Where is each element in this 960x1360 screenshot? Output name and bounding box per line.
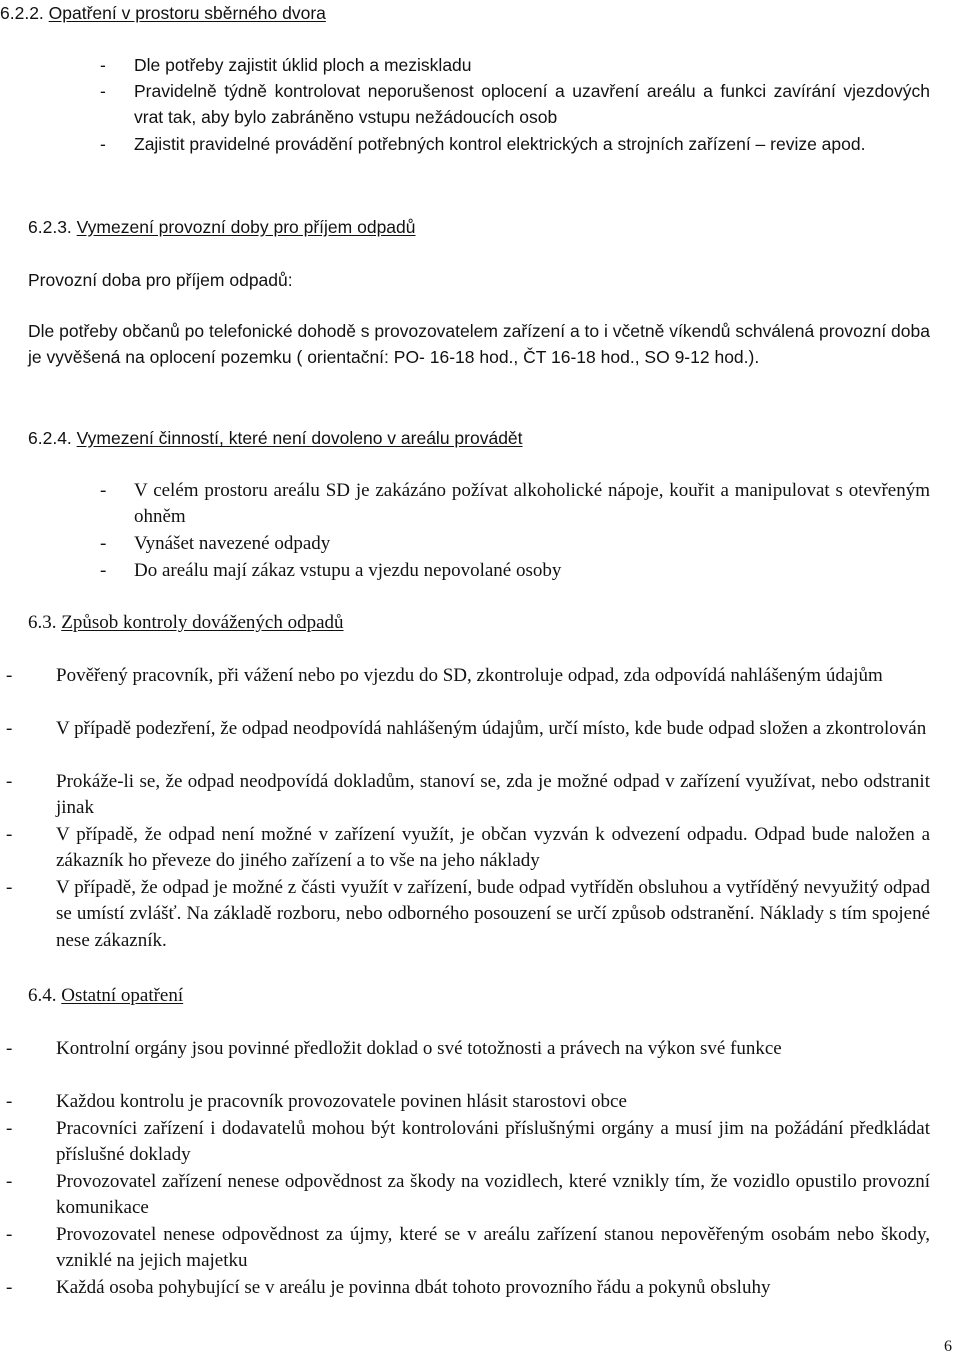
list-item: - Kontrolní orgány jsou povinné předložit doklad o své totožnosti a právech na výkon své funkce xyxy=(6,1036,930,1062)
list-item-text: Vynášet navezené odpady xyxy=(134,533,331,554)
section-heading-6-4 xyxy=(28,983,183,1009)
paragraph: Dle potřeby občanů po telefonické dohodě s provozovatelem zařízení a to i včetně víkendů schválená provozní doba je vyvěšená na oplocení pozemku ( orientační: PO- 16-18 hod., ČT 16-18 hod., SO 9-12 hod.). xyxy=(28,321,930,368)
list-item: - Dle potřeby zajistit úklid ploch a meziskladu xyxy=(100,52,930,78)
list-item-text: Pravidelně týdně kontrolovat neporušenost oplocení a uzavření areálu a funkci zavírání vjezdových vrat tak, aby bylo zabráněno vstupu nežádoucích osob xyxy=(134,81,930,128)
list-item: - Pracovníci zařízení i dodavatelů mohou být kontrolováni příslušnými orgány a musí jim na požádání předkládat příslušné doklady xyxy=(6,1116,930,1169)
list-item-text: V případě podezření, že odpad neodpovídá nahlášeným údajům, určí místo, kde bude odpad složen a zkontrolován xyxy=(56,718,927,739)
list-item-text: Pracovníci zařízení i dodavatelů mohou být kontrolováni příslušnými orgány a musí jim na požádání předkládat příslušné doklady xyxy=(56,1118,930,1166)
section-heading-6-2-3 xyxy=(28,214,416,240)
list-item-text: Každá osoba pohybující se v areálu je povinna dbát tohoto provozního řádu a pokynů obsluhy xyxy=(56,1277,771,1298)
list-item: - Zajistit pravidelné provádění potřebných kontrol elektrických a strojních zařízení – revize apod. xyxy=(100,131,930,157)
list-item: - Pověřený pracovník, při vážení nebo po vjezdu do SD, zkontroluje odpad, zda odpovídá nahlášeným údajům xyxy=(6,663,930,689)
section-title: Ostatní opatření xyxy=(61,985,184,1006)
list-item: - Prokáže-li se, že odpad neodpovídá dokladům, stanoví se, zda je možné odpad v zařízení využívat, nebo odstranit jinak xyxy=(6,769,930,822)
list-item: - V celém prostoru areálu SD je zakázáno požívat alkoholické nápoje, kouřit a manipulovat s otevřeným ohněm xyxy=(100,478,930,531)
section-number: 6.4. xyxy=(28,985,62,1006)
list-item: - Provozovatel nenese odpovědnost za újmy, které se v areálu zařízení stanou nepověřeným osobám nebo škody, vzniklé na jejich majetku xyxy=(6,1222,930,1275)
list-item-text: V případě, že odpad není možné v zařízení využít, je občan vyzván k odvezení odpadu. Odpad bude naložen a zákazník ho převeze do jiného zařízení a to vše na jeho náklady xyxy=(56,824,930,872)
section-heading-6-3 xyxy=(28,610,344,636)
list-item-text: Prokáže-li se, že odpad neodpovídá dokladům, stanoví se, zda je možné odpad v zařízení využívat, nebo odstranit jinak xyxy=(56,771,930,819)
list-item: - Pravidelně týdně kontrolovat neporušenost oplocení a uzavření areálu a funkci zavírání vjezdových vrat tak, aby bylo zabráněno vstupu nežádoucích osob xyxy=(100,78,930,131)
section-title: Způsob kontroly dovážených odpadů xyxy=(61,612,344,633)
page-number: 6 xyxy=(944,1338,952,1355)
section-number: 6.2.2. xyxy=(0,3,49,23)
list-item-text: Kontrolní orgány jsou povinné předložit doklad o své totožnosti a právech na výkon své funkce xyxy=(56,1038,782,1059)
list-item-text: Pověřený pracovník, při vážení nebo po vjezdu do SD, zkontroluje odpad, zda odpovídá nahlášeným údajům xyxy=(56,665,883,686)
list-item: - Každou kontrolu je pracovník provozovatele povinen hlásit starostovi obce xyxy=(6,1089,930,1115)
section-title: Vymezení provozní doby pro příjem odpadů xyxy=(76,217,416,237)
list-item-text: Do areálu mají zákaz vstupu a vjezdu nepovolané osoby xyxy=(134,560,562,581)
list-item-text: Provozovatel zařízení nenese odpovědnost za škody na vozidlech, které vznikly tím, že vozidlo opustilo provozní komunikace xyxy=(56,1171,930,1219)
list-item: - V případě podezření, že odpad neodpovídá nahlášeným údajům, určí místo, kde bude odpad složen a zkontrolován xyxy=(6,716,930,742)
section-heading-6-2-4 xyxy=(28,425,523,451)
list-item-text: Každou kontrolu je pracovník provozovatele povinen hlásit starostovi obce xyxy=(56,1091,627,1112)
section-number: 6.3. xyxy=(28,612,62,633)
list-item-text: Zajistit pravidelné provádění potřebných kontrol elektrických a strojních zařízení – revize apod. xyxy=(134,134,866,154)
list-item: - V případě, že odpad je možné z části využít v zařízení, bude odpad vytříděn obsluhou a vytříděný nevyužitý odpad se umístí zvlášť. Na základě rozboru, nebo odborného posouzení se určí způsob odstranění. Náklady s tím spojené nese zákazník. xyxy=(6,875,930,954)
list-item: - Provozovatel zařízení nenese odpovědnost za škody na vozidlech, které vznikly tím, že vozidlo opustilo provozní komunikace xyxy=(6,1169,930,1222)
list-item: - Vynášet navezené odpady xyxy=(100,531,930,557)
list-item-text: V případě, že odpad je možné z části využít v zařízení, bude odpad vytříděn obsluhou a vytříděný nevyužitý odpad se umístí zvlášť. Na základě rozboru, nebo odborného posouzení se určí způsob odstranění. Náklady s tím spojené nese zákazník. xyxy=(56,877,930,951)
list-item-text: V celém prostoru areálu SD je zakázáno požívat alkoholické nápoje, kouřit a manipulovat s otevřeným ohněm xyxy=(134,480,930,528)
section-number: 6.2.3. xyxy=(28,217,77,237)
section-number: 6.2.4. xyxy=(28,428,77,448)
list-item: - V případě, že odpad není možné v zařízení využít, je občan vyzván k odvezení odpadu. Odpad bude naložen a zákazník ho převeze do jiného zařízení a to vše na jeho náklady xyxy=(6,822,930,875)
list-item-text: Provozovatel nenese odpovědnost za újmy, které se v areálu zařízení stanou nepověřeným osobám nebo škody, vzniklé na jejich majetku xyxy=(56,1224,930,1272)
section-title: Vymezení činností, které není dovoleno v areálu provádět xyxy=(76,428,523,448)
section-title: Opatření v prostoru sběrného dvora xyxy=(48,3,326,23)
section-heading-6-2-2 xyxy=(0,0,326,26)
paragraph-label: Provozní doba pro příjem odpadů: xyxy=(28,270,293,290)
list-item: - Do areálu mají zákaz vstupu a vjezdu nepovolané osoby xyxy=(100,558,930,584)
list-item: - Každá osoba pohybující se v areálu je povinna dbát tohoto provozního řádu a pokynů obsluhy xyxy=(6,1275,930,1301)
list-item-text: Dle potřeby zajistit úklid ploch a meziskladu xyxy=(134,55,472,75)
